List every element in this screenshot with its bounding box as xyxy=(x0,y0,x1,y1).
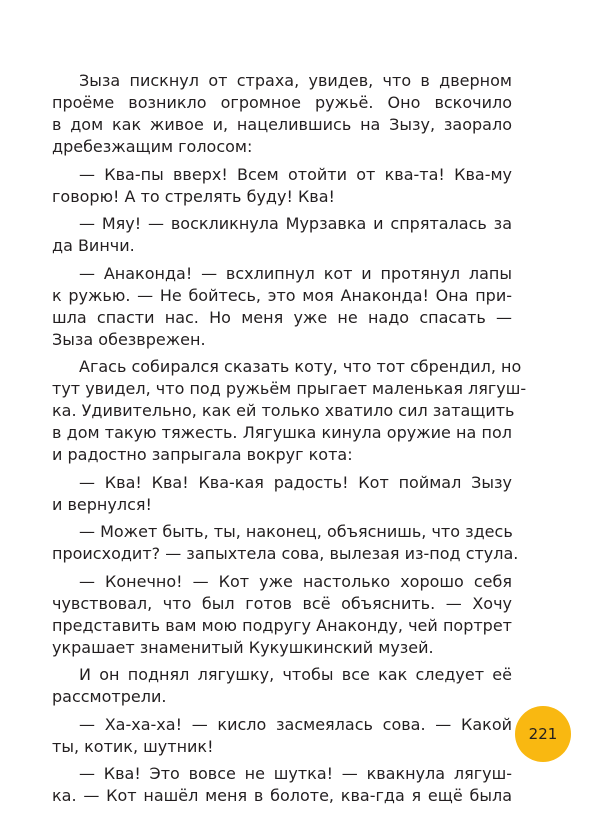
paragraph xyxy=(52,521,519,565)
text-line: дребезжащим голосом: xyxy=(52,137,253,156)
page-text xyxy=(52,70,527,813)
text-line: — Ха-ха-ха! — кисло засмеялась сова. — Какой xyxy=(79,714,512,734)
text-line: к ружью. — Не бойтесь, это моя Анаконда! Она при- xyxy=(52,285,512,305)
text-line: — Ква! Это вовсе не шутка! — квакнула лягуш- xyxy=(79,764,512,783)
text-line: тут увидел, что под ружьём прыгает маленькая лягуш- xyxy=(52,379,527,398)
paragraph xyxy=(52,164,512,208)
text-line: — Мяу! — воскликнула Мурзавка и спряталась за xyxy=(79,214,512,233)
text-line: в дом как живое и, нацелившись на Зызу, заорало xyxy=(52,115,512,134)
text-line: рассмотрели. xyxy=(52,687,167,706)
text-line: проёме возникло огромное ружьё. Оно вскочило xyxy=(52,93,512,112)
text-line: ка. — Кот нашёл меня в болоте, ква-гда я ещё была xyxy=(52,786,512,805)
text-line: — Анаконда! — всхлипнул кот и протянул лапы xyxy=(79,263,512,283)
paragraph xyxy=(52,472,512,516)
paragraph xyxy=(52,356,527,466)
text-line: Агась собирался сказать коту, что тот сбрендил, но xyxy=(79,357,522,376)
text-line: да Винчи. xyxy=(52,236,135,255)
text-line: Зыза обезврежен. xyxy=(52,329,206,349)
paragraph xyxy=(52,714,512,758)
text-line: Зыза пискнул от страха, увидев, что в дверном xyxy=(79,71,512,90)
paragraph xyxy=(52,70,512,158)
text-line: говорю! А то стрелять буду! Ква! xyxy=(52,186,335,206)
text-line: и радостно запрыгала вокруг кота: xyxy=(52,445,353,464)
text-line: чувствовал, что был готов всё объяснить. — Хочу xyxy=(52,593,512,613)
text-line: и вернулся! xyxy=(52,494,152,514)
paragraph xyxy=(52,263,512,351)
text-line: И он поднял лягушку, чтобы все как следует её xyxy=(79,665,512,684)
text-line: — Может быть, ты, наконец, объяснишь, что здесь xyxy=(79,522,513,541)
page-number: 221 xyxy=(528,725,558,743)
text-line: шла спасти нас. Но меня уже не надо спасать — xyxy=(52,307,512,327)
paragraph xyxy=(52,664,512,708)
text-line: происходит? — запыхтела сова, вылезая из-под стула. xyxy=(52,544,519,563)
text-line: ты, котик, шутник! xyxy=(52,736,214,756)
text-line: — Ква! Ква! Ква-кая радость! Кот поймал Зызу xyxy=(79,472,512,492)
text-line: представить вам мою подругу Анаконду, чей портрет xyxy=(52,615,512,635)
text-line: — Ква-пы вверх! Всем отойти от ква-та! Ква-му xyxy=(79,164,512,184)
text-line: в дом такую тяжесть. Лягушка кинула оружие на пол xyxy=(52,423,512,442)
paragraph xyxy=(52,763,512,807)
text-line: — Конечно! — Кот уже настолько хорошо себя xyxy=(79,571,512,591)
page-number-badge xyxy=(515,706,571,762)
text-line: украшает знаменитый Кукушкинский музей. xyxy=(52,637,434,657)
paragraph xyxy=(52,571,512,659)
paragraph xyxy=(52,213,512,257)
text-line: ка. Удивительно, как ей только хватило сил затащить xyxy=(52,401,515,420)
